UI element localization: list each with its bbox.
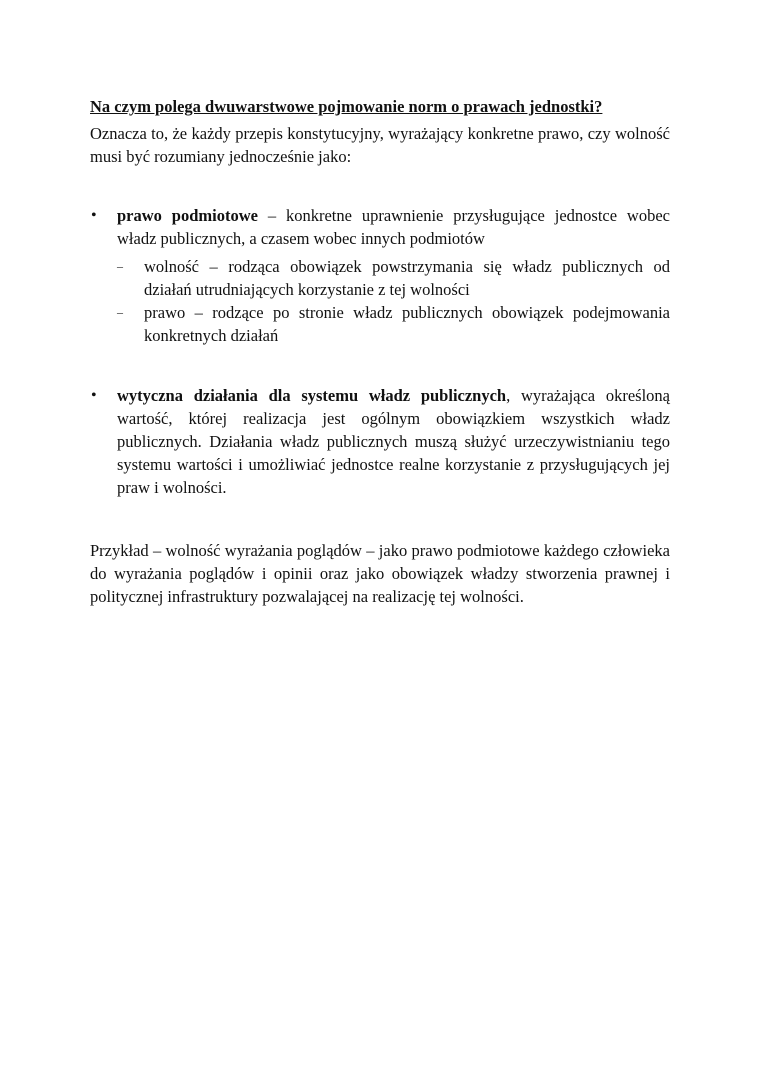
sub-item-prawo [117, 301, 670, 347]
bullet-list [90, 204, 670, 499]
bullet-term: prawo podmiotowe [117, 206, 258, 225]
document-page [90, 95, 670, 608]
page-title: Na czym polega dwuwarstwowe pojmowanie norm o prawach jednostki? [90, 97, 603, 116]
example-paragraph: Przykład – wolność wyrażania poglądów – jako prawo podmiotowe każdego człowieka do wyrażania poglądów i opinii oraz jako obowiązek władzy stworzenia prawnej i politycznej infrastruktury pozwalającej na realizację tej wolności. [90, 541, 670, 606]
sub-item-text: prawo – rodzące po stronie władz publicznych obowiązek podejmowania konkretnych działań [144, 303, 670, 345]
bullet-text: , wyrażająca określoną wartość, której realizacja jest ogólnym obowiązkiem wszystkich władz publicznych. Działania władz publicznych muszą służyć urzeczywistnianiu tego systemu wartości i umożliwiać jednostce realne korzystanie z przysługujących jej praw i wolności. [117, 386, 670, 497]
sub-item-marker: – [117, 305, 123, 319]
bullet-item-wytyczna [90, 384, 670, 499]
bullet-paragraph [117, 384, 670, 499]
bullet-paragraph [117, 204, 670, 250]
sub-item-marker: – [117, 259, 123, 273]
sub-item-wolnosc [117, 255, 670, 301]
intro-paragraph: Oznacza to, że każdy przepis konstytucyjny, wyrażający konkretne prawo, czy wolność musi być rozumiany jednocześnie jako: [90, 124, 670, 166]
bullet-text: – konkretne uprawnienie przysługujące jednostce wobec władz publicznych, a czasem wobec innych podmiotów [117, 206, 670, 248]
bullet-marker: • [91, 207, 97, 224]
bullet-marker: • [91, 387, 97, 404]
sub-list [117, 255, 670, 347]
bullet-item-prawo-podmiotowe [90, 204, 670, 347]
bullet-term: wytyczna działania dla systemu władz publicznych [117, 386, 507, 405]
sub-item-text: wolność – rodząca obowiązek powstrzymania się władz publicznych od działań utrudniających korzystanie z tej wolności [144, 257, 670, 299]
